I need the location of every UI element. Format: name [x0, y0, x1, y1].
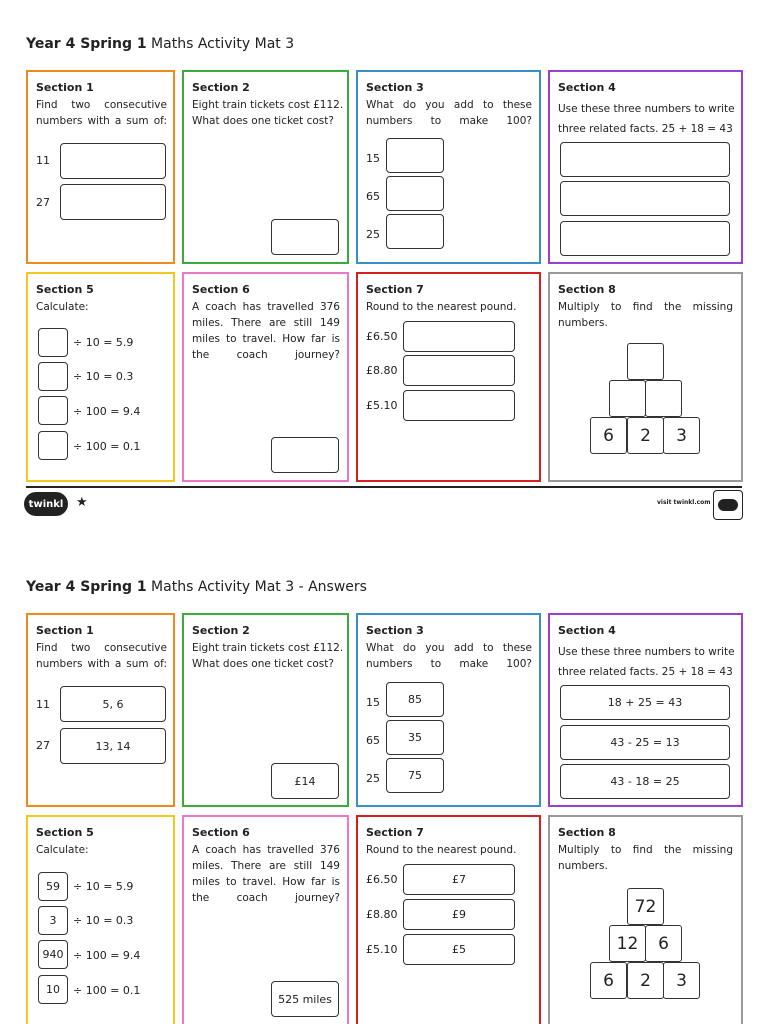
page-title: Year 4 Spring 1 Maths Activity Mat 3 — [26, 36, 295, 52]
number-label: 27 — [36, 739, 50, 752]
pyramid-box-base: 6 — [590, 962, 627, 999]
answer-box[interactable] — [560, 142, 730, 177]
section-question: What do you add to these numbers to make 100? — [366, 642, 532, 670]
pyramid-box-middle[interactable] — [609, 380, 646, 417]
answer-box: 85 — [386, 682, 444, 717]
section-heading: Section 1 — [36, 624, 94, 637]
price-label: £5.10 — [366, 399, 398, 412]
answer-box: 18 + 25 = 43 — [560, 685, 730, 720]
section-5 — [26, 272, 175, 482]
section-question: Use these three numbers to write three related facts. 25 + 18 = 43 — [558, 103, 735, 135]
answer-box: 75 — [386, 758, 444, 793]
section-heading: Section 3 — [366, 624, 424, 637]
equation: ÷ 100 = 0.1 — [73, 440, 141, 453]
equation: ÷ 10 = 5.9 — [73, 336, 134, 349]
answers-section-1 — [26, 613, 175, 807]
section-heading: Section 6 — [192, 826, 250, 839]
answer-box[interactable] — [403, 355, 515, 386]
answers-section-5 — [26, 815, 175, 1024]
section-question: A coach has travelled 376 miles. There are still 149 miles to travel. How far is the coach journey? — [192, 301, 340, 361]
section-6 — [182, 272, 349, 482]
answer-box: 525 miles — [271, 981, 339, 1017]
answer-box: £7 — [403, 864, 515, 895]
answer-box: 43 - 18 = 25 — [560, 764, 730, 799]
section-question: Find two consecutive numbers with a sum of: — [36, 99, 167, 127]
section-question: Round to the nearest pound. — [366, 844, 517, 856]
answer-box[interactable] — [38, 362, 68, 391]
section-heading: Section 6 — [192, 283, 250, 296]
section-question: What do you add to these numbers to make 100? — [366, 99, 532, 127]
answer-box: £5 — [403, 934, 515, 965]
answer-box[interactable] — [60, 143, 166, 179]
section-3 — [356, 70, 541, 264]
section-question: Eight train tickets cost £112. What does one ticket cost? — [192, 642, 344, 670]
answer-box[interactable] — [60, 184, 166, 220]
number-label: 25 — [366, 228, 380, 241]
number-label: 65 — [366, 734, 380, 747]
pyramid-box-middle: 12 — [609, 925, 646, 962]
section-8 — [548, 272, 743, 482]
pyramid-box-base: 3 — [663, 962, 700, 999]
section-1 — [26, 70, 175, 264]
answer-box: 43 - 25 = 13 — [560, 725, 730, 760]
section-heading: Section 2 — [192, 624, 250, 637]
number-label: 15 — [366, 696, 380, 709]
number-label: 11 — [36, 154, 50, 167]
section-heading: Section 3 — [366, 81, 424, 94]
equation: ÷ 10 = 0.3 — [73, 914, 134, 927]
equation: ÷ 100 = 0.1 — [73, 984, 141, 997]
answer-box[interactable] — [560, 181, 730, 216]
answer-box: £14 — [271, 763, 339, 799]
answer-box[interactable] — [386, 138, 444, 173]
section-question: Eight train tickets cost £112. What does one ticket cost? — [192, 99, 344, 127]
price-label: £6.50 — [366, 873, 398, 886]
answers-section-4 — [548, 613, 743, 807]
pyramid-box-top: 72 — [627, 888, 664, 925]
price-label: £8.80 — [366, 908, 398, 921]
answer-box[interactable] — [271, 437, 339, 473]
pyramid-box-base: 2 — [627, 962, 664, 999]
section-heading: Section 7 — [366, 283, 424, 296]
answers-title: Year 4 Spring 1 Maths Activity Mat 3 - Answers — [26, 579, 367, 595]
answer-box[interactable] — [386, 176, 444, 211]
answer-box[interactable] — [403, 321, 515, 352]
section-4 — [548, 70, 743, 264]
answer-box: 59 — [38, 872, 68, 901]
pyramid-box-base: 2 — [627, 417, 664, 454]
answer-box: 940 — [38, 940, 68, 969]
section-question: Round to the nearest pound. — [366, 301, 517, 313]
section-question: Multiply to find the missing numbers. — [558, 844, 733, 872]
equation: ÷ 100 = 9.4 — [73, 949, 141, 962]
section-heading: Section 2 — [192, 81, 250, 94]
answer-box: 13, 14 — [60, 728, 166, 764]
answers-section-7 — [356, 815, 541, 1024]
answer-box[interactable] — [38, 431, 68, 460]
number-label: 25 — [366, 772, 380, 785]
equation: ÷ 100 = 9.4 — [73, 405, 141, 418]
price-label: £5.10 — [366, 943, 398, 956]
answer-box[interactable] — [560, 221, 730, 256]
pyramid-box-base: 3 — [663, 417, 700, 454]
answer-box: £9 — [403, 899, 515, 930]
section-question: Calculate: — [36, 301, 89, 313]
quality-badge-icon — [713, 490, 743, 520]
section-heading: Section 7 — [366, 826, 424, 839]
footer-rule — [26, 486, 742, 488]
pyramid-box-middle[interactable] — [645, 380, 682, 417]
answer-box: 10 — [38, 975, 68, 1004]
section-heading: Section 8 — [558, 826, 616, 839]
twinkl-logo: twinkl — [24, 492, 68, 516]
section-heading: Section 5 — [36, 283, 94, 296]
pyramid-box-base: 6 — [590, 417, 627, 454]
star-icon: ★ — [76, 495, 88, 510]
visit-link[interactable]: visit twinkl.com — [657, 499, 711, 506]
pyramid-box-middle: 6 — [645, 925, 682, 962]
section-heading: Section 4 — [558, 624, 616, 637]
number-label: 11 — [36, 698, 50, 711]
pyramid-box-top[interactable] — [627, 343, 664, 380]
answers-section-3 — [356, 613, 541, 807]
section-2 — [182, 70, 349, 264]
answer-box[interactable] — [386, 214, 444, 249]
number-label: 27 — [36, 196, 50, 209]
section-7 — [356, 272, 541, 482]
price-label: £8.80 — [366, 364, 398, 377]
equation: ÷ 10 = 5.9 — [73, 880, 134, 893]
section-question: Multiply to find the missing numbers. — [558, 301, 733, 329]
number-label: 65 — [366, 190, 380, 203]
number-label: 15 — [366, 152, 380, 165]
section-question: A coach has travelled 376 miles. There are still 149 miles to travel. How far is the coach journey? — [192, 844, 340, 904]
section-question: Calculate: — [36, 844, 89, 856]
section-heading: Section 8 — [558, 283, 616, 296]
equation: ÷ 10 = 0.3 — [73, 370, 134, 383]
section-heading: Section 4 — [558, 81, 616, 94]
section-question: Find two consecutive numbers with a sum of: — [36, 642, 167, 670]
answer-box: 35 — [386, 720, 444, 755]
section-heading: Section 5 — [36, 826, 94, 839]
section-heading: Section 1 — [36, 81, 94, 94]
answers-section-6 — [182, 815, 349, 1024]
section-question: Use these three numbers to write three related facts. 25 + 18 = 43 — [558, 646, 735, 678]
answers-section-8 — [548, 815, 743, 1024]
price-label: £6.50 — [366, 330, 398, 343]
answer-box[interactable] — [38, 328, 68, 357]
answer-box[interactable] — [271, 219, 339, 255]
answer-box[interactable] — [403, 390, 515, 421]
answer-box[interactable] — [38, 396, 68, 425]
answer-box: 3 — [38, 906, 68, 935]
answers-section-2 — [182, 613, 349, 807]
answer-box: 5, 6 — [60, 686, 166, 722]
